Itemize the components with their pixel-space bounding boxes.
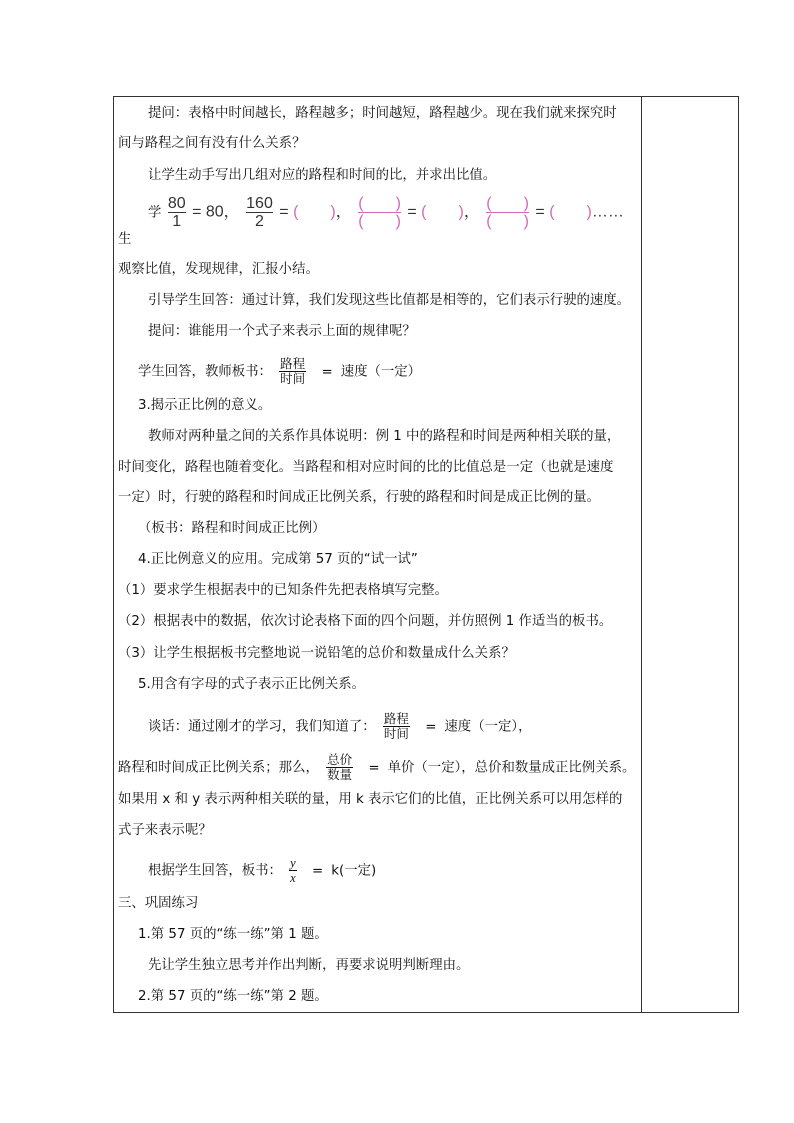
formula-line: 路程和时间成正比例关系；那么， $\frac{\text{总价}}{\text{数量}}$ = 单价（一定），总价和数量成正比例关系。 [118, 752, 636, 782]
blank-fraction: $\frac{( )}{( )}$ [486, 195, 529, 230]
answer-blank: ( ) [293, 203, 336, 221]
text-line: 教师对两种量之间的关系作具体说明：例 1 中的路程和时间是两种相关联的量， [148, 429, 621, 444]
text-line: 观察比值，发现规律，汇报小结。 [118, 262, 319, 277]
answer-blank: ( ) [549, 203, 592, 221]
text-line: 1.第 57 页的“练一练”第 1 题。 [138, 927, 328, 942]
equals-sign: = [407, 203, 417, 221]
fraction-160-2: $\frac{160}{2}$ [246, 195, 273, 230]
section-heading: 三、巩固练习 [118, 896, 199, 911]
equals-sign: = [279, 203, 289, 221]
lesson-table [113, 96, 739, 1013]
text-line: （板书：路程和时间成正比例） [138, 521, 326, 536]
text-line: 4.正比例意义的应用。完成第 57 页的“试一试” [138, 552, 418, 567]
y-over-x-fraction: $\frac{y}{x}$ [290, 856, 296, 885]
column-divider [641, 97, 642, 1012]
answer-blank: ( ) [421, 203, 464, 221]
blank-fraction: $\frac{( )}{( )}$ [358, 195, 401, 230]
text-line: 引导学生回答：通过计算，我们发现这些比值都是相等的，它们表示行驶的速度。 [148, 293, 631, 308]
road-over-time-fraction: $\frac{\text{路程}}{\text{时间}}$ [280, 356, 306, 386]
text-line: 一定）时，行驶的路程和时间成正比例关系，行驶的路程和时间是成正比例的量。 [118, 490, 601, 505]
text-line: 如果用 x 和 y 表示两种相关联的量，用 k 表示它们的比值，正比例关系可以用怎样的 [118, 792, 623, 807]
text-line: 5.用含有字母的式子表示正比例关系。 [138, 677, 366, 692]
formula-line: 根据学生回答，板书： $\frac{y}{x}$ = k(一定) [148, 856, 377, 885]
text-line: （3）让学生根据板书完整地说一说铅笔的总价和数量成什么关系？ [118, 646, 515, 661]
text-line: 时间变化，路程也随着变化。当路程和相对应时间的比的比值总是一定（也就是速度 [118, 460, 614, 475]
text-line: 提问：谁能用一个式子来表示上面的规律呢？ [148, 324, 416, 339]
ellipsis: …… [591, 203, 624, 221]
text-line: 提问：表格中时间越长，路程越多；时间越短，路程越少。现在我们就来探究时 [148, 106, 617, 121]
text-line: 式子来表示呢？ [118, 823, 212, 838]
text-line: 间与路程之间有没有什么关系？ [118, 136, 306, 151]
text-line: （1）要求学生根据表中的已知条件先把表格填写完整。 [118, 583, 448, 598]
text-line: 生 [118, 232, 132, 247]
formula-line: 谈话：通过刚才的学习，我们知道了： $\frac{\text{路程}}{\text{时间}}$ = 速度（一定）， [148, 711, 532, 741]
equals-sign: = [535, 203, 545, 221]
formula-line: 学生回答，教师板书： $\frac{\text{路程}}{\text{时间}}$ = 速度（一定） [138, 356, 422, 386]
text-line: 2.第 57 页的“练一练”第 2 题。 [138, 989, 328, 1004]
text-line: 3.揭示正比例的意义。 [138, 398, 272, 413]
ratio-equation-row: 学 $\frac{80}{1}$ = 80， $\frac{160}{2}$ = ( )， $\frac{( )}{( )}$ = ( )， $\frac{( )}{( )}$ = ( )…… [148, 195, 624, 230]
fraction-80-1: $\frac{80}{1}$ [167, 195, 186, 230]
road-over-time-fraction: $\frac{\text{路程}}{\text{时间}}$ [383, 711, 409, 741]
total-over-count-fraction: $\frac{\text{总价}}{\text{数量}}$ [327, 752, 353, 782]
text-line: （2）根据表中的数据，依次讨论表格下面的四个问题，并仿照例 1 作适当的板书。 [118, 614, 613, 629]
xue-label: 学 [148, 205, 162, 221]
text-line: 先让学生独立思考并作出判断，再要求说明判断理由。 [148, 958, 470, 973]
fraction-80-result: = 80， [192, 203, 240, 221]
text-line: 让学生动手写出几组对应的路程和时间的比，并求出比值。 [148, 168, 497, 183]
